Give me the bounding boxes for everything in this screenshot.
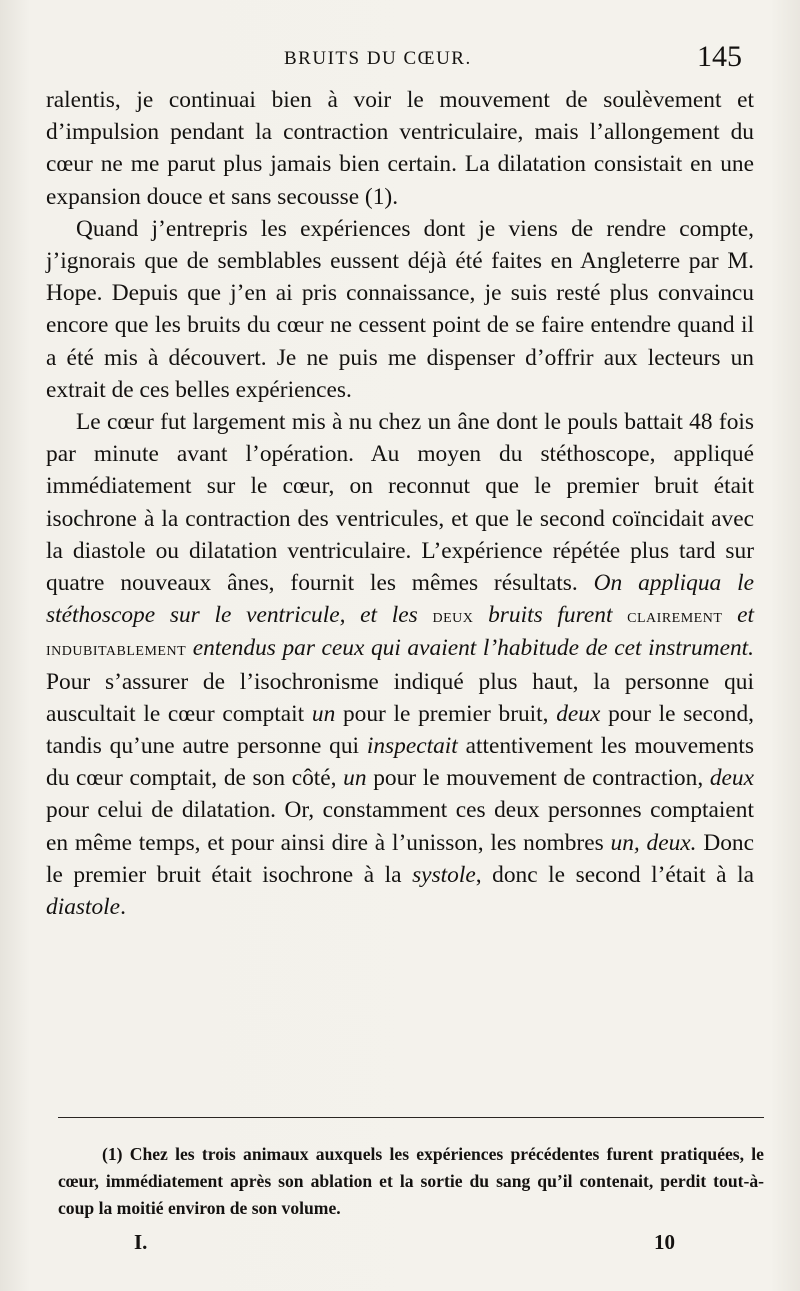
italic-text: deux (709, 765, 754, 792)
italic-text: un (311, 700, 336, 727)
signature-mark-right: 10 (654, 1230, 675, 1254)
body-text (46, 84, 754, 923)
signature-mark-left: I. (134, 1230, 148, 1254)
italic-text: un, deux. (610, 829, 697, 856)
text-run: Quand j’entrepris les expériences dont je viens de rendre compte, j’ignorais que de semblables eussent déjà été faites en Angleterre par M. Hope. Depuis que j’en ai pris connaissance, je suis resté plus convaincu encore que les bruits du cœur ne cessent point de se faire entendre quand il a été mis à découvert. Je ne puis me dispenser d’offrir aux lecteurs un extrait de ces belles expériences. (46, 215, 754, 403)
text-run: Pour s’assurer de l’isochronisme indiqué plus haut, la personne qui auscultait le cœur comptait (46, 668, 754, 727)
footnote: (1) Chez les trois animaux auxquels les expériences précédentes furent pratiquées, le cœur, immédiatement après son ablation et la sortie du sang qu’il contenait, perdit tout-à-coup la moitié environ de son volume. (58, 1144, 764, 1218)
italic-text: entendus par ceux qui avaient l’habitude de cet instrument. (186, 635, 754, 662)
italic-text: inspectait (366, 733, 458, 760)
small-caps-text: deux (432, 605, 474, 628)
paragraph-1 (46, 84, 754, 213)
paragraph-2 (46, 213, 754, 406)
page-header (46, 40, 742, 74)
text-run: Le cœur fut largement mis à nu chez un âne dont le pouls battait 48 fois par minute avant l’opération. Au moyen du stéthoscope, appliqué immédiatement sur le cœur, on reconnut que le premier bruit était isochrone à la contraction des ventricules, et que le second coïncidait avec la diastole ou dilatation ventriculaire. L’expérience répétée plus tard sur quatre nouveaux ânes, fournit les mêmes résultats. (46, 409, 754, 597)
running-title: BRUITS DU CŒUR. (284, 48, 472, 69)
text-run: pour le mouvement de contraction, (366, 765, 710, 792)
text-run: . (120, 894, 126, 921)
italic-text: systole (412, 861, 476, 888)
small-caps-text: clairement (627, 605, 723, 628)
text-run: ralentis, je continuai bien à voir le mouvement de soulèvement et d’impulsion pendant la contraction ventriculaire, mais l’allongement du cœur ne me parut plus jamais bien certain. La dilatation consistait en une expansion douce et sans secousse (1). (46, 87, 754, 210)
italic-text: On appliqua le stéthoscope sur le ventricule, et les (46, 570, 754, 629)
text-run: pour le premier bruit, (335, 700, 557, 727)
italic-text: deux (556, 700, 601, 727)
italic-text: bruits furent (473, 602, 628, 629)
page-number: 145 (697, 40, 742, 73)
text-run: attentivement les mouvements du cœur comptait, de son côté, (46, 733, 754, 792)
italic-text: diastole (46, 894, 121, 921)
italic-text: et (722, 602, 754, 629)
footnote-rule (58, 1117, 764, 1118)
text-run: pour celui de dilatation. Or, constamment ces deux personnes comptaient en même temps, et pour ainsi dire à l’unisson, les nombres (46, 797, 754, 856)
italic-text: un (343, 765, 367, 792)
small-caps-text: indubitablement (46, 638, 187, 661)
text-run: pour le second, tandis qu’une autre personne qui (46, 700, 754, 760)
text-run: , donc le second l’était à la (475, 861, 754, 888)
paragraph-3 (46, 406, 754, 923)
text-run: Donc le premier bruit était isochrone à la (46, 829, 755, 888)
